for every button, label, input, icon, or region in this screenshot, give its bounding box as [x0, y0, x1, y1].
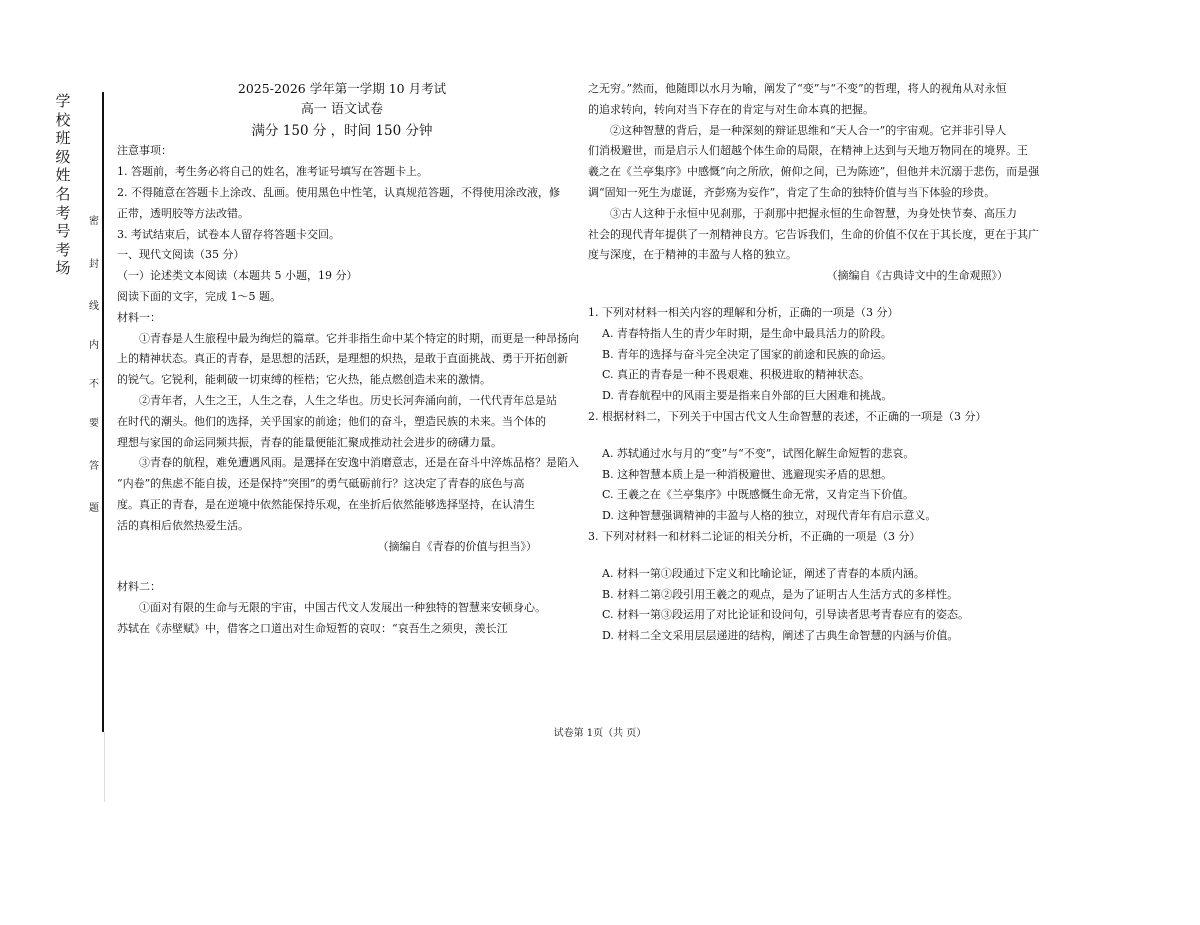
binding-char: 考 [55, 203, 71, 222]
question-option: A. 材料一第①段通过下定义和比喻论证，阐述了青春的本质内涵。 [602, 566, 925, 580]
material2-line: ②这种智慧的背后，是一种深刻的辩证思维和“天人合一”的宇宙观。它并非引导人 [610, 123, 1007, 137]
binding-char: 号 [55, 222, 71, 241]
question-option: C. 材料一第③段运用了对比论证和设问句，引导读者思考青春应有的姿态。 [602, 608, 970, 622]
seal-char: 答 [89, 461, 99, 472]
question-option: A. 苏轼通过水与月的“变”与“不变”，试图化解生命短暂的悲哀。 [602, 446, 915, 460]
subsection-heading: （一）论述类文本阅读（本题共 5 小题，19 分） [117, 269, 358, 283]
seal-char: 题 [89, 503, 99, 514]
material1-line: 活的真相后依然热爱生活。 [117, 518, 249, 532]
question-option: C. 真正的青春是一种不畏艰难、积极进取的精神状态。 [602, 368, 871, 382]
binding-divider-line [102, 92, 104, 732]
seal-char: 要 [89, 418, 99, 429]
seal-char: 封 [89, 259, 99, 270]
material2-line: 羲之在《兰亭集序》中感慨“向之所欣，俯仰之间，已为陈迹”，但他并未沉溺于悲伤，而是强 [588, 165, 1040, 179]
notes-heading: 注意事项： [117, 144, 172, 158]
binding-char: 场 [55, 259, 71, 278]
binding-char: 校 [55, 110, 71, 129]
question-option: B. 青年的选择与奋斗完全决定了国家的前途和民族的命运。 [602, 347, 893, 361]
material2-line: 的追求转向，转向对当下存在的肯定与对生命本真的把握。 [588, 102, 874, 116]
material2-line: 调“固知一死生为虚诞，齐彭殇为妄作”，肯定了生命的独特价值与当下体验的珍贵。 [588, 185, 996, 199]
question-stem: 2. 根据材料二，下列关于中国古代文人生命智慧的表述，不正确的一项是（3 分） [588, 409, 987, 423]
question-option: D. 这种智慧强调精神的丰盈与人格的独立，对现代青年有启示意义。 [602, 509, 937, 523]
material1-line: 理想与家国的命运同频共振，青春的能量便能汇聚成推动社会进步的磅礴力量。 [117, 435, 502, 449]
material1-line: ③青春的航程，难免遭遇风雨。是選择在安逸中消磨意志，还是在奋斗中淬炼品格？是陷入 [139, 456, 579, 470]
binding-divider-faint [104, 732, 105, 802]
question-option: A. 青春特指人生的青少年时期，是生命中最具活力的阶段。 [602, 326, 892, 340]
binding-char: 班 [55, 129, 71, 148]
material2-line: 之无穷。”然而，他随即以水月为喻，阐发了“变”与“不变”的哲理，将人的视角从对永恒 [588, 82, 1007, 95]
reading-instruction: 阅读下面的文字，完成 1～5 题。 [117, 289, 281, 303]
material2-line: 们消极避世，而是启示人们超越个体生命的局限，在精神上达到与天地万物同在的境界。王 [588, 144, 1028, 158]
question-option: B. 这种智慧本质上是一种消极避世、逃避现实矛盾的思想。 [602, 467, 893, 481]
material1-line: ①青春是人生旅程中最为绚烂的篇章。它并非指生命中某个特定的时期，而更是一种昂扬向 [139, 331, 579, 345]
note-line: 正带，透明胶等方法改错。 [117, 206, 249, 220]
material2-source: （摘编自《古典诗文中的生命观照》） [826, 269, 1008, 283]
question-stem: 3. 下列对材料一和材料二论证的相关分析，不正确的一项是（3 分） [588, 529, 921, 543]
binding-char: 名 [55, 184, 71, 203]
material1-line: 的锐气。它锐利，能刺破一切束缚的桎梏；它火热，能点燃创造未来的激情。 [117, 373, 491, 387]
left-column [117, 79, 579, 640]
binding-info-vertical [52, 92, 74, 278]
seal-char: 密 [89, 216, 99, 227]
note-line: 1. 答题前，考生务必将自己的姓名，准考证号填写在答题卡上。 [117, 165, 428, 179]
right-column [588, 79, 1038, 647]
exam-score-time: 满分 150 分 ，时间 150 分钟 [251, 122, 433, 139]
material2-line: ③古人这种于永恒中见刹那，于刹那中把握永恒的生命智慧，为身处快节奏、高压力 [610, 206, 1017, 220]
question-stem: 1. 下列对材料一相关内容的理解和分析，正确的一项是（3 分） [588, 305, 899, 319]
material2-line: ①面对有限的生命与无限的宇宙，中国古代文人发展出一种独特的智慧来安顿身心。 [139, 601, 546, 615]
question-option: D. 青春航程中的风雨主要是指来自外部的巨大困难和挑战。 [602, 389, 893, 403]
note-line: 2. 不得随意在答题卡上涂改、乱画。使用黑色中性笔，认真规范答题，不得使用涂改液，修 [117, 185, 560, 199]
question-option: D. 材料二全文采用层层递进的结构，阐述了古典生命智慧的内涵与价值。 [602, 629, 959, 643]
exam-subtitle: 高一 语文试卷 [300, 101, 384, 117]
exam-title: 2025-2026 学年第一学期 10 月考试 [237, 81, 447, 96]
binding-char: 考 [55, 240, 71, 259]
material1-line: ②青年者，人生之王，人生之春，人生之华也。历史长河奔涌向前，一代代青年总是站 [139, 393, 557, 407]
seal-char: 不 [89, 379, 99, 390]
material2-line: 度与深度，在于精神的丰盈与人格的独立。 [588, 248, 797, 262]
material1-line: 上的精神状态。真正的青春，是思想的活跃，是理想的炽热，是敢于直面挑战、勇于开拓创新 [117, 352, 568, 366]
material1-line: 在时代的潮头。他们的选择，关乎国家的前途；他们的奋斗，塑造民族的未来。当个体的 [117, 414, 546, 428]
material2-line: 苏轼在《赤壁赋》中，借客之口道出对生命短暂的哀叹：“哀吾生之须臾，羡长江 [117, 621, 508, 635]
material2-line: 社会的现代青年提供了一剂精神良方。它告诉我们，生命的价值不仅在于其长度，更在于其广 [588, 227, 1039, 241]
question-option: C. 王羲之在《兰亭集序》中既感慨生命无常，又肯定当下价值。 [602, 488, 915, 502]
material2-label: 材料二： [117, 580, 161, 594]
page-footer: 试卷第 1页（共 页） [553, 728, 647, 739]
section-heading: 一、现代文阅读（35 分） [117, 248, 245, 262]
question-option: B. 材料二第②段引用王羲之的观点，是为了证明古人生活方式的多样性。 [602, 587, 959, 601]
seal-char: 线 [89, 301, 99, 312]
material1-line: 度。真正的青春，是在逆境中依然能保持乐观，在坐折后依然能够选择坚持，在认清生 [117, 497, 535, 511]
note-line: 3. 考试结束后，试卷本人留存将答题卡交回。 [117, 227, 340, 241]
binding-char: 学 [55, 92, 71, 110]
binding-char: 姓 [55, 166, 71, 185]
binding-char: 级 [55, 147, 71, 166]
material1-label: 材料一： [117, 310, 161, 324]
material1-source: （摘编自《青春的价值与担当》） [377, 539, 537, 553]
material1-line: “内卷”的焦虑不能自拔，还是保持“突围”的勇气砥砺前行？这决定了青春的底色与高 [117, 477, 525, 491]
seal-char: 内 [89, 340, 99, 351]
